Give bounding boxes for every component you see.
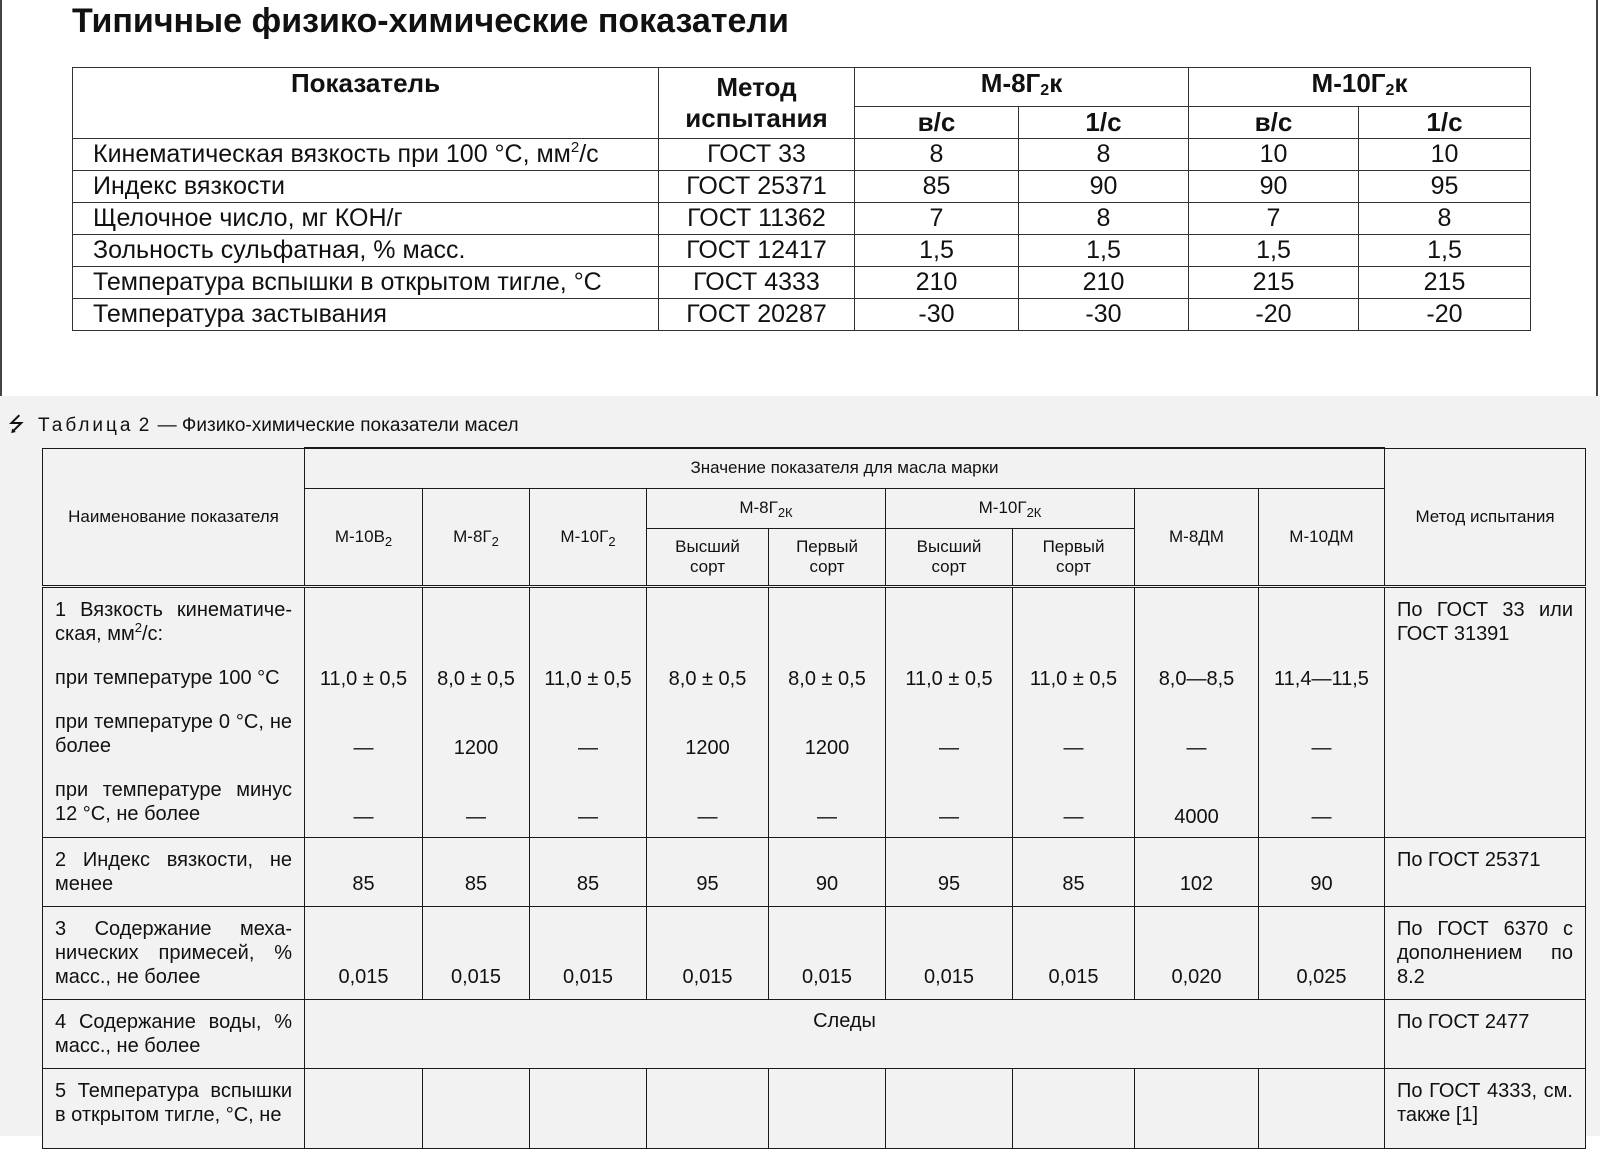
viscosity-col-m8g2k-higher: 8,0 ± 0,5 1200 —	[647, 586, 769, 837]
header-higher-grade: Высший сорт	[647, 528, 769, 586]
table-cell: 90	[769, 837, 886, 906]
table-cell: 0,015	[530, 906, 647, 999]
top-title: Типичные физико-химические показатели	[72, 2, 789, 40]
row-method-viscosity: По ГОСТ 33 или ГОСТ 31391	[1385, 586, 1586, 837]
table-cell: 102	[1135, 837, 1259, 906]
header-first-grade: Первый сорт	[769, 528, 886, 586]
viscosity-col-m10v2: 11,0 ± 0,5 — —	[305, 586, 423, 837]
header-m10v2: $М-10В_2$	[305, 488, 423, 586]
row-name-viscosity: 1 Вязкость кинематиче-ская, $мм^2/с$: при температуре 100 °С при температуре 0 °С, не более при температуре минус 12 °С, не более	[43, 586, 305, 837]
table-cell: 85	[530, 837, 647, 906]
row-name: Температура застывания	[73, 299, 659, 331]
table-cell: 85	[423, 837, 530, 906]
table-cell	[1259, 1068, 1385, 1148]
typical-properties-table	[72, 67, 1531, 331]
row-value: 210	[1019, 267, 1189, 299]
table-cell: 0,025	[1259, 906, 1385, 999]
row-value: 85	[855, 171, 1019, 203]
caption-text: — Физико-химические показатели масел	[157, 415, 519, 436]
viscosity-col-m10g2k-first: 11,0 ± 0,5 — —	[1013, 586, 1135, 837]
row-name: Кинематическая вязкость при 100 °С, $мм^2/с$	[73, 139, 659, 171]
header-1s: 1/с	[1359, 107, 1531, 139]
table-cell: 0,015	[769, 906, 886, 999]
table-row	[73, 299, 1531, 331]
header-brand-m10g2k: $М-10Г_2к$	[1189, 68, 1531, 107]
table-cell: 0,015	[305, 906, 423, 999]
row-value: 1,5	[1019, 235, 1189, 267]
table-cell: 95	[886, 837, 1013, 906]
table-cell	[647, 1068, 769, 1148]
row-value: -30	[855, 299, 1019, 331]
row-name: Температура вспышки в открытом тигле, °С	[73, 267, 659, 299]
top-panel	[0, 0, 1598, 396]
row-method-water-content: По ГОСТ 2477	[1385, 999, 1586, 1068]
header-higher-grade: Высший сорт	[886, 528, 1013, 586]
table-row	[43, 837, 1586, 906]
table-row	[43, 906, 1586, 999]
table-cell	[423, 1068, 530, 1148]
water-content-value: Следы	[305, 999, 1385, 1068]
row-value: 10	[1359, 139, 1531, 171]
table-cell: 0,015	[1013, 906, 1135, 999]
row-value: 7	[1189, 203, 1359, 235]
row-value: -30	[1019, 299, 1189, 331]
row-value: 1,5	[1189, 235, 1359, 267]
row-value: 10	[1189, 139, 1359, 171]
header-first-grade: Первый сорт	[1013, 528, 1135, 586]
row-value: 215	[1189, 267, 1359, 299]
table-cell: 95	[647, 837, 769, 906]
row-name-viscosity-index: 2 Индекс вязкости, не менее	[43, 837, 305, 906]
viscosity-col-m8g2: 8,0 ± 0,5 1200 —	[423, 586, 530, 837]
row-method: ГОСТ 12417	[659, 235, 855, 267]
bottom-panel	[0, 396, 1600, 1136]
header-name: Наименование показателя	[43, 448, 305, 586]
row-method: ГОСТ 25371	[659, 171, 855, 203]
row-name: Индекс вязкости	[73, 171, 659, 203]
header-m8dm: М-8ДМ	[1135, 488, 1259, 586]
table-cell: 0,015	[423, 906, 530, 999]
header-value-group: Значение показателя для масла марки	[305, 448, 1385, 488]
header-vs: в/с	[1189, 107, 1359, 139]
row-name-flash-point: 5 Температура вспышки в открытом тигле, °С, не	[43, 1068, 305, 1148]
row-value: -20	[1359, 299, 1531, 331]
row-value: 1,5	[1359, 235, 1531, 267]
table-row	[73, 203, 1531, 235]
table-cell: 0,015	[886, 906, 1013, 999]
header-m10g2: $М-10Г_2$	[530, 488, 647, 586]
table-cell: 90	[1259, 837, 1385, 906]
row-value: 1,5	[855, 235, 1019, 267]
table-row	[73, 267, 1531, 299]
row-value: 90	[1019, 171, 1189, 203]
back-arrow-icon[interactable]: ⭍	[8, 414, 25, 436]
row-method: ГОСТ 4333	[659, 267, 855, 299]
row-method: ГОСТ 33	[659, 139, 855, 171]
header-1s: 1/с	[1019, 107, 1189, 139]
row-value: 90	[1189, 171, 1359, 203]
row-value: -20	[1189, 299, 1359, 331]
table-cell	[886, 1068, 1013, 1148]
header-m8g2k: $М-8Г_{2К}$	[647, 488, 886, 528]
header-m10g2k: $М-10Г_{2К}$	[886, 488, 1135, 528]
header-m10dm: М-10ДМ	[1259, 488, 1385, 586]
table-cell	[769, 1068, 886, 1148]
viscosity-col-m8dm: 8,0—8,5 — 4000	[1135, 586, 1259, 837]
header-m8g2: $М-8Г_2$	[423, 488, 530, 586]
header-method: Метод испытания	[1385, 448, 1586, 586]
row-name: Зольность сульфатная, % масс.	[73, 235, 659, 267]
table-row	[43, 586, 1586, 837]
table-caption	[8, 410, 519, 444]
table-cell: 85	[1013, 837, 1135, 906]
table-row	[43, 999, 1586, 1068]
table-row	[73, 139, 1531, 171]
header-method: Метод испытания	[659, 68, 855, 139]
row-value: 8	[1359, 203, 1531, 235]
table-cell	[305, 1068, 423, 1148]
row-value: 8	[1019, 203, 1189, 235]
row-method-viscosity-index: По ГОСТ 25371	[1385, 837, 1586, 906]
row-value: 7	[855, 203, 1019, 235]
row-method: ГОСТ 20287	[659, 299, 855, 331]
viscosity-col-m10dm: 11,4—11,5 — —	[1259, 586, 1385, 837]
row-method-mechanical-impurities: По ГОСТ 6370 с дополнением по 8.2	[1385, 906, 1586, 999]
viscosity-col-m10g2k-higher: 11,0 ± 0,5 — —	[886, 586, 1013, 837]
table-cell: 0,015	[647, 906, 769, 999]
table-row	[43, 1068, 1586, 1148]
row-name: Щелочное число, мг КОН/г	[73, 203, 659, 235]
table-cell	[1013, 1068, 1135, 1148]
viscosity-col-m8g2k-first: 8,0 ± 0,5 1200 —	[769, 586, 886, 837]
table-cell	[530, 1068, 647, 1148]
header-brand-m8g2k: $М-8Г_2к$	[855, 68, 1189, 107]
row-value: 8	[855, 139, 1019, 171]
header-indicator: Показатель	[73, 68, 659, 139]
table-cell: 0,020	[1135, 906, 1259, 999]
row-name-mechanical-impurities: 3 Содержание меха-нических примесей, % масс., не более	[43, 906, 305, 999]
row-method-flash-point: По ГОСТ 4333, см. также [1]	[1385, 1068, 1586, 1148]
row-value: 210	[855, 267, 1019, 299]
header-vs: в/с	[855, 107, 1019, 139]
row-method: ГОСТ 11362	[659, 203, 855, 235]
table-row	[73, 171, 1531, 203]
row-value: 95	[1359, 171, 1531, 203]
row-name-water-content: 4 Содержание воды, % масс., не более	[43, 999, 305, 1068]
table-cell: 85	[305, 837, 423, 906]
viscosity-col-m10g2: 11,0 ± 0,5 — —	[530, 586, 647, 837]
caption-prefix: Таблица	[38, 415, 134, 436]
table-cell	[1135, 1068, 1259, 1148]
table-row	[73, 235, 1531, 267]
gost-properties-table	[42, 447, 1586, 1149]
row-value: 215	[1359, 267, 1531, 299]
row-value: 8	[1019, 139, 1189, 171]
caption-number: 2	[138, 415, 153, 436]
